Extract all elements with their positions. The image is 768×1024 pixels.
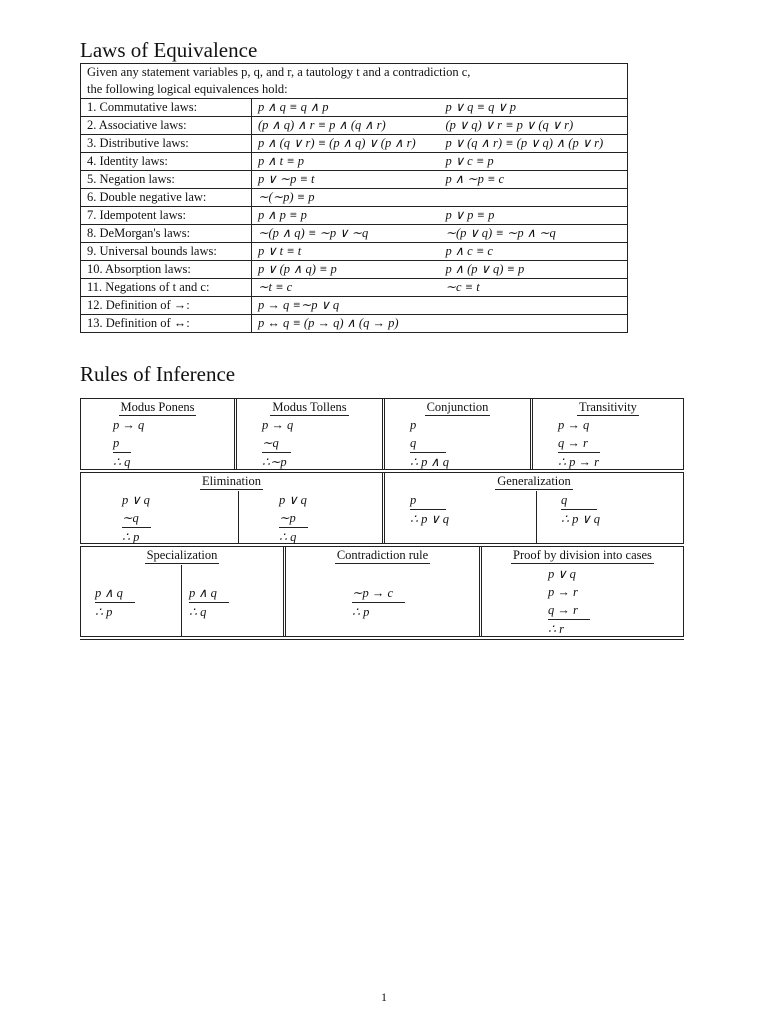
specialization-b-conclusion: ∴ q [189,605,207,619]
specialization-title: Specialization [146,548,218,562]
law-form-b [442,189,628,207]
modus-ponens-title: Modus Ponens [120,400,195,414]
law-form-a: p ∨ t ≡ t [252,243,442,261]
intro-line-2: the following logical equivalences hold: [87,82,288,96]
division-into-cases-cell [479,547,683,636]
law-name: 11. Negations of t and c: [81,279,252,297]
elimination-title: Elimination [201,474,262,488]
transitivity-premise-2: q → r [558,434,600,453]
law-row [81,153,628,171]
elimination-a-premise-2: ∼q [122,509,151,528]
inference-row-3 [80,546,684,637]
law-form-a: p ∧ p ≡ p [252,207,442,225]
law-form-a: p ∧ t ≡ p [252,153,442,171]
elimination-b-premise-2: ∼p [279,509,308,528]
law-form-b: (p ∨ q) ∨ r ≡ p ∨ (q ∨ r) [442,117,628,135]
modus-tollens-conclusion: ∴∼p [262,455,287,469]
law-form-b: p ∧ c ≡ c [442,243,628,261]
law-name: 13. Definition of ↔: [81,315,252,333]
law-form-a: ∼(p ∧ q) ≡ ∼p ∨ ∼q [252,225,442,243]
conjunction-cell [382,399,530,469]
page-number: 1 [381,990,387,1004]
elimination-b-conclusion: ∴ q [279,530,297,544]
contradiction-rule-cell [283,547,479,636]
elimination-a-conclusion: ∴ p [122,530,140,544]
law-form-b: p ∨ (q ∧ r) ≡ (p ∨ q) ∧ (p ∨ r) [442,135,628,153]
law-row [81,207,628,225]
law-row [81,279,628,297]
modus-tollens-premise-2: ∼q [262,434,291,453]
law-row [81,117,628,135]
division-conclusion: ∴ r [548,622,564,636]
contradiction-premise: ∼p → c [352,584,405,603]
modus-ponens-premise-2: p [113,434,131,453]
modus-tollens-title: Modus Tollens [272,400,347,414]
law-form-a: p → q ≡∼p ∨ q [252,297,442,315]
elimination-cell [81,473,382,543]
specialization-a-conclusion: ∴ p [95,605,113,619]
law-row [81,297,628,315]
law-name: 4. Identity laws: [81,153,252,171]
specialization-b-premise: p ∧ q [189,584,229,603]
law-form-b: p ∧ (p ∨ q) ≡ p [442,261,628,279]
generalization-divider [536,491,686,543]
laws-heading: Laws of Equivalence [80,38,258,62]
contradiction-conclusion: ∴ p [352,605,370,619]
bottom-rule [80,639,684,640]
law-row [81,243,628,261]
elimination-divider [238,491,382,543]
law-name: 9. Universal bounds laws: [81,243,252,261]
law-row [81,315,628,333]
inference-row-1 [80,398,684,470]
generalization-a-conclusion: ∴ p ∨ q [410,512,449,526]
law-name: 7. Idempotent laws: [81,207,252,225]
generalization-b-premise: q [561,491,597,510]
conjunction-premise-1: p [410,418,417,432]
equivalence-table [80,63,628,333]
contradiction-rule-title: Contradiction rule [336,548,429,562]
law-form-b [442,315,628,333]
modus-tollens-cell [234,399,382,469]
elimination-a-premise-1: p ∨ q [122,493,150,507]
law-form-a: ∼t ≡ c [252,279,442,297]
inference-row-2 [80,472,684,544]
law-name: 3. Distributive laws: [81,135,252,153]
transitivity-title: Transitivity [579,400,637,414]
modus-ponens-cell [81,399,234,469]
law-name: 1. Commutative laws: [81,99,252,117]
law-form-a: p ∨ (p ∧ q) ≡ p [252,261,442,279]
law-form-b: p ∨ q ≡ q ∨ p [442,99,628,117]
law-name: 10. Absorption laws: [81,261,252,279]
conjunction-conclusion: ∴ p ∧ q [410,455,449,469]
law-form-a: (p ∧ q) ∧ r ≡ p ∧ (q ∧ r) [252,117,442,135]
elimination-b-premise-1: p ∨ q [279,493,307,507]
law-name: 8. DeMorgan's laws: [81,225,252,243]
law-row [81,261,628,279]
law-form-b: ∼(p ∨ q) ≡ ∼p ∧ ∼q [442,225,628,243]
inference-heading: Rules of Inference [80,362,236,386]
law-row [81,135,628,153]
law-form-b: p ∧ ∼p ≡ c [442,171,628,189]
division-premise-1: p ∨ q [548,567,576,581]
generalization-title: Generalization [497,474,571,488]
modus-ponens-conclusion: ∴ q [113,455,131,469]
specialization-a-premise: p ∧ q [95,584,135,603]
intro-cell [81,64,628,99]
law-row [81,225,628,243]
division-premise-2: p → r [548,585,578,599]
transitivity-premise-1: p → q [558,418,590,432]
law-row [81,171,628,189]
law-form-a: p ∨ ∼p ≡ t [252,171,442,189]
law-form-b: ∼c ≡ t [442,279,628,297]
modus-ponens-premise-1: p → q [113,418,145,432]
law-form-a: p ∧ (q ∨ r) ≡ (p ∧ q) ∨ (p ∧ r) [252,135,442,153]
law-name: 6. Double negative law: [81,189,252,207]
conjunction-premise-2: q [410,434,446,453]
generalization-a-premise: p [410,491,446,510]
division-title: Proof by division into cases [513,548,652,562]
generalization-b-conclusion: ∴ p ∨ q [561,512,600,526]
law-name: 2. Associative laws: [81,117,252,135]
law-row [81,189,628,207]
transitivity-cell [530,399,683,469]
law-form-b [442,297,628,315]
law-form-a: p ↔ q ≡ (p → q) ∧ (q → p) [252,315,442,333]
law-row [81,99,628,117]
law-form-b: p ∨ p ≡ p [442,207,628,225]
transitivity-conclusion: ∴ p → r [558,455,599,469]
law-form-a: p ∧ q ≡ q ∧ p [252,99,442,117]
specialization-cell [81,547,283,636]
law-name: 12. Definition of →: [81,297,252,315]
modus-tollens-premise-1: p → q [262,418,294,432]
law-name: 5. Negation laws: [81,171,252,189]
intro-line-1: Given any statement variables p, q, and r, a tautology t and a contradiction c, [87,65,471,79]
intro-row [81,64,628,99]
law-form-a: ∼(∼p) ≡ p [252,189,442,207]
generalization-cell [382,473,683,543]
conjunction-title: Conjunction [426,400,489,414]
law-form-b: p ∨ c ≡ p [442,153,628,171]
division-premise-3: q → r [548,601,590,620]
